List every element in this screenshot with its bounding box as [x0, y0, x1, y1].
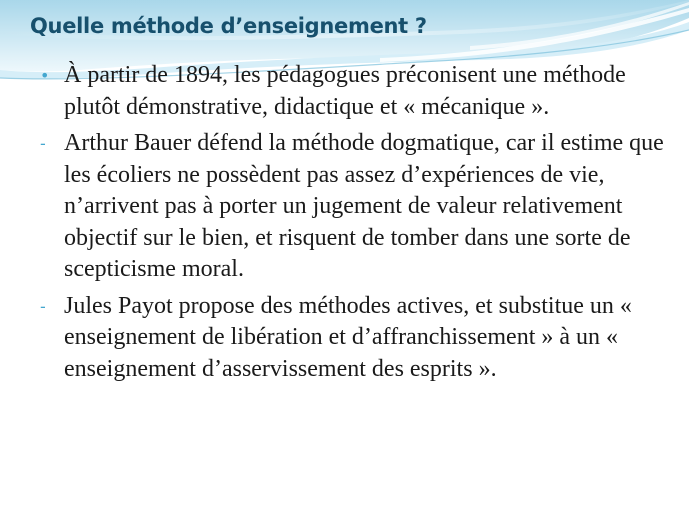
list-item [40, 60, 670, 123]
bullet-dash-icon: - [40, 134, 46, 153]
list-item [40, 128, 670, 286]
list-item-text: À partir de 1894, les pédagogues préconisent une méthode plutôt démonstrative, didactique et « mécanique ». [64, 62, 626, 120]
bullet-list [40, 60, 670, 390]
bullet-dot-icon: • [40, 66, 50, 85]
list-item [40, 291, 670, 386]
slide-title: Quelle méthode d’enseignement ? [30, 14, 427, 38]
bullet-dash-icon: - [40, 296, 46, 316]
list-item-text: Jules Payot propose des méthodes actives, et substitue un « enseignement de libération et d’affranchissement » à un « enseignement d’asservissement des esprits ». [64, 292, 632, 382]
list-item-text: Arthur Bauer défend la méthode dogmatique, car il estime que les écoliers ne possèdent pas assez d’expériences de vie, n’arrivent pas à porter un jugement de valeur relativement objectif sur le bien, et risquent de tomber dans une sorte de scepticisme moral. [64, 130, 664, 282]
